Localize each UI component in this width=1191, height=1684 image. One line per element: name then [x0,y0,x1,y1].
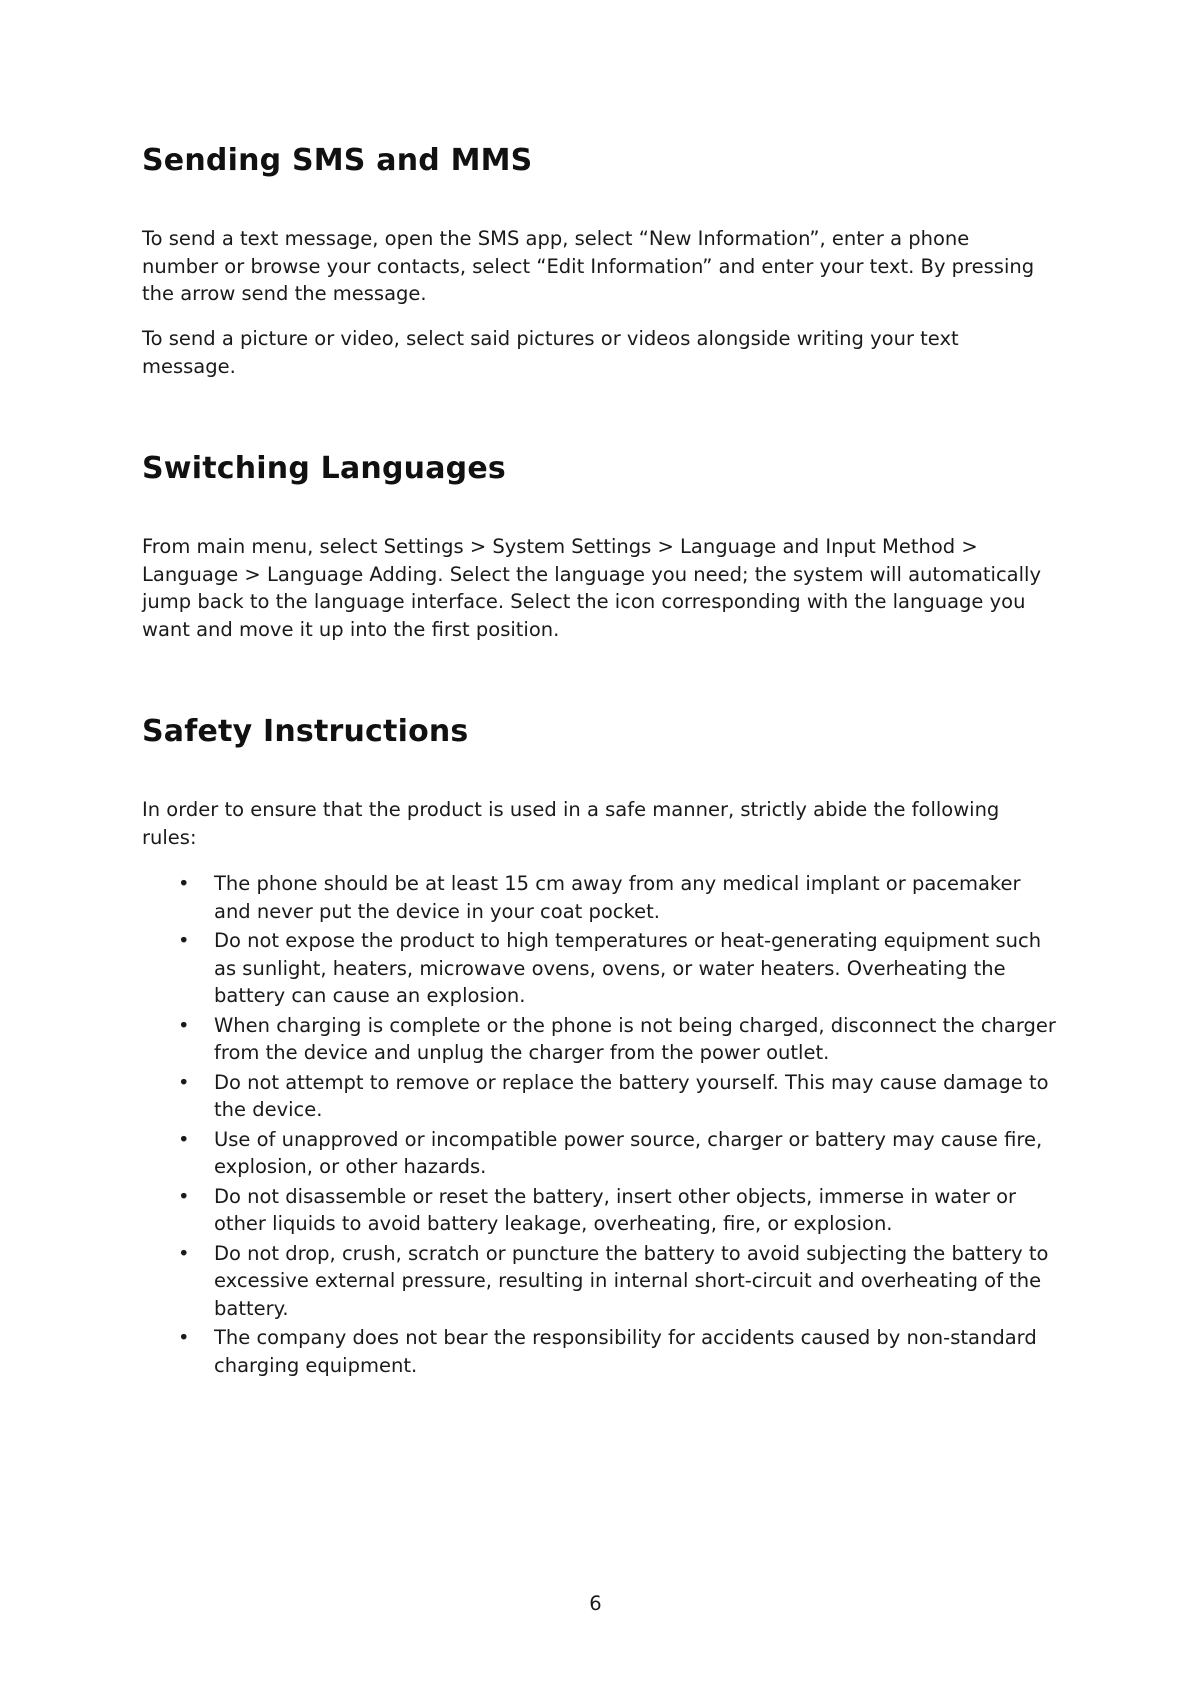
section-title-safety-instructions: Safety Instructions [142,714,469,749]
safety-rules-list [142,870,1062,1381]
section-title-sending-sms-mms: Sending SMS and MMS [142,143,533,178]
list-item-text: Do not drop, crush, scratch or puncture the battery to avoid subjecting the battery to excessive external pressure, resulting in internal short-circuit and overheating of the battery. [214,1241,1049,1320]
paragraph-switching-languages: From main menu, select Settings > System Settings > Language and Input Method > Language > Language Adding. Select the language you need; the system will automatically jump back to the language interface. Select the icon corresponding with the language you want and move it up into the first position. [142,535,1042,641]
bullet-icon: • [178,1127,190,1151]
list-item-text: When charging is complete or the phone is not being charged, disconnect the charger from the device and unplug the charger from the power outlet. [214,1013,1056,1064]
list-item-text: Use of unapproved or incompatible power source, charger or battery may cause fire, explosion, or other hazards. [214,1127,1043,1178]
bullet-icon: • [178,1070,190,1094]
bullet-icon: • [178,872,190,895]
list-item-text: Do not expose the product to high temperatures or heat-generating equipment such as sunlight, heaters, microwave ovens, ovens, or water heaters. Overheating the battery can cause an explosion. [214,929,1042,1007]
paragraph-safety-intro: In order to ensure that the product is used in a safe manner, strictly abide the following rules: [142,798,1000,849]
list-item [142,1126,1062,1181]
list-item [142,1069,1062,1124]
list-item [142,1012,1062,1067]
paragraph-send-text-message: To send a text message, open the SMS app, select “New Information”, enter a phone number or browse your contacts, select “Edit Information” and enter your text. By pressing the arrow send the message. [142,227,1035,305]
list-item [142,1324,1062,1379]
list-item-text: Do not attempt to remove or replace the battery yourself. This may cause damage to the device. [214,1070,1049,1121]
list-item [142,927,1062,1010]
bullet-icon: • [178,929,190,952]
list-item [142,1240,1062,1323]
list-item-text: The company does not bear the responsibility for accidents caused by non-standard charging equipment. [214,1326,1037,1377]
bullet-icon: • [178,1326,190,1349]
bullet-icon: • [178,1184,190,1208]
bullet-icon: • [178,1013,190,1037]
bullet-icon: • [178,1241,190,1265]
page-number: 6 [589,1592,602,1615]
list-item-text: Do not disassemble or reset the battery, insert other objects, immerse in water or other liquids to avoid battery leakage, overheating, fire, or explosion. [214,1184,1017,1235]
section-title-switching-languages: Switching Languages [142,451,506,486]
paragraph-send-picture-video: To send a picture or video, select said pictures or videos alongside writing your text message. [142,327,959,378]
list-item-text: The phone should be at least 15 cm away from any medical implant or pacemaker and never put the device in your coat pocket. [214,872,1021,923]
list-item [142,1183,1062,1238]
list-item [142,870,1062,925]
